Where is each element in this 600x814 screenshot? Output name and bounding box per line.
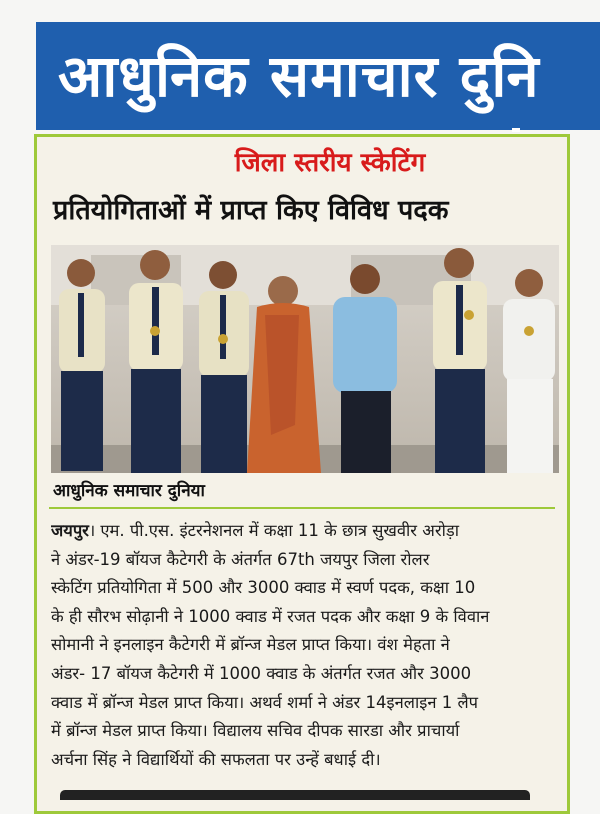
body-line: ने अंडर-19 बॉयज कैटेगरी के अंतर्गत 67th जयपुर जिला रोलर (51, 549, 430, 569)
article-kicker: जिला स्तरीय स्केटिंग (234, 148, 426, 178)
group-photo-illustration (51, 245, 559, 473)
dateline: जयपुर (51, 521, 89, 540)
body-line: के ही सौरभ सोढ़ानी ने 1000 क्वाड में रजत पदक और कक्षा 9 के विवान (51, 606, 490, 626)
group-photo (51, 245, 559, 473)
article-headline: प्रतियोगिताओं में प्राप्त किए विविध पदक (53, 195, 449, 226)
divider (49, 507, 555, 509)
body-line: जयपुर। एम. पी.एस. इंटरनेशनल में कक्षा 11 के छात्र सुखवीर अरोड़ा (51, 521, 460, 540)
masthead-tick (512, 128, 520, 132)
photo-caption: आधुनिक समाचार दुनिया (53, 481, 205, 501)
body-line: अंडर- 17 बॉयज कैटेगरी में 1000 क्वाड के अंतर्गत रजत और 3000 (51, 663, 472, 683)
body-line: में ब्रॉन्ज मेडल प्राप्त किया। विद्यालय सचिव दीपक सारडा और प्राचार्या (51, 721, 460, 741)
masthead (36, 22, 600, 130)
body-line: क्वाड में ब्रॉन्ज मेडल प्राप्त किया। अथर्व शर्मा ने अंडर 14इनलाइन 1 लैप (51, 692, 479, 712)
news-article (34, 134, 570, 814)
body-line: सोमानी ने इनलाइन कैटेगरी में ब्रॉन्ज मेडल प्राप्त किया। वंश मेहता ने (51, 635, 450, 655)
body-line: स्केटिंग प्रतियोगिता में 500 और 3000 क्वाड में स्वर्ण पदक, कक्षा 10 (51, 578, 476, 598)
body-line: अर्चना सिंह ने विद्यार्थियों की सफलता पर उन्हें बधाई दी। (51, 749, 381, 769)
next-article-cutoff (60, 786, 530, 800)
masthead-title: आधुनिक समाचार दुनि (58, 42, 540, 110)
article-body (51, 517, 563, 774)
